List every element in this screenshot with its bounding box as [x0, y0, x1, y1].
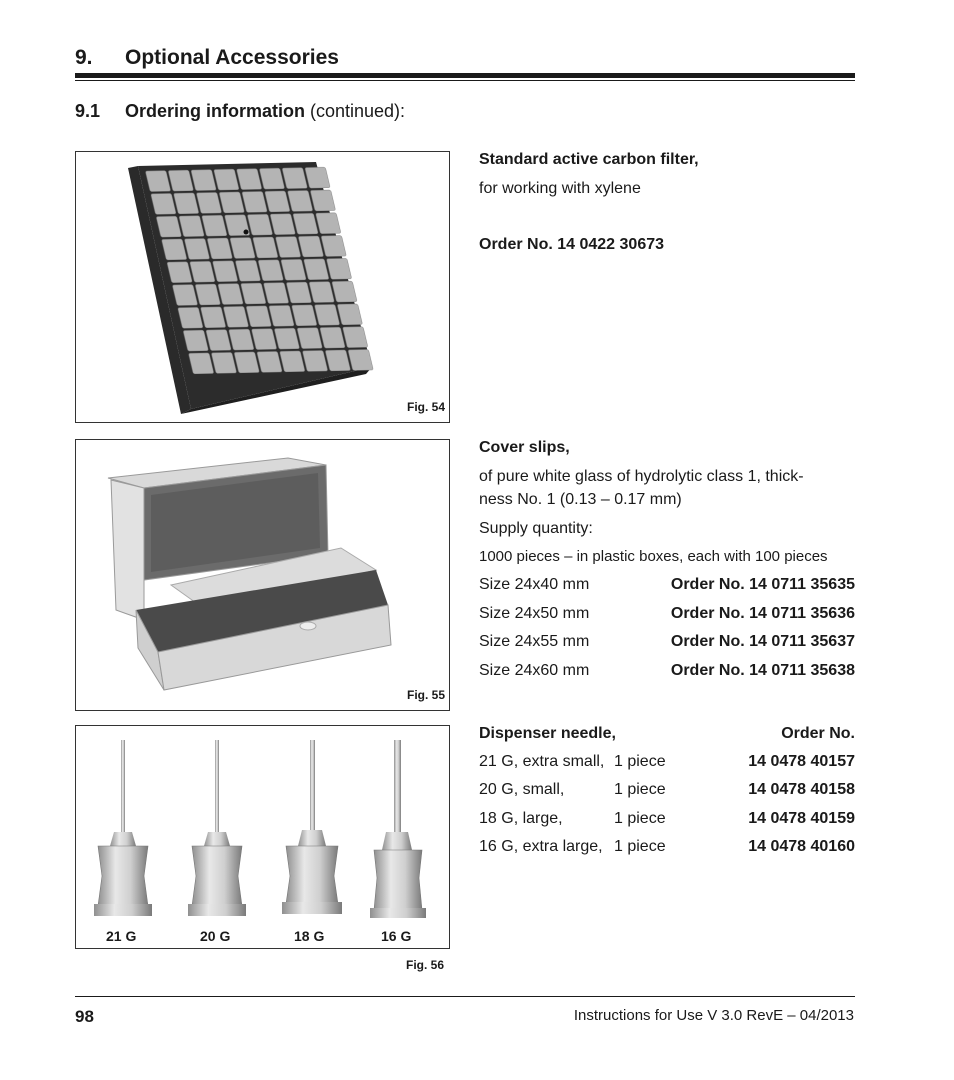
figure-cover-slips	[75, 439, 450, 711]
chapter-number: 9.	[75, 46, 93, 69]
needle-16g	[370, 740, 426, 918]
supply-detail: 1000 pieces – in plastic boxes, each with 100 pieces	[479, 548, 828, 565]
needle-18g	[282, 740, 342, 914]
dispenser-item-row	[479, 781, 855, 799]
fig-54-label: Fig. 54	[406, 400, 445, 414]
dispenser-needles-image	[76, 726, 449, 948]
cover-slip-order: Order No. 14 0711 35637	[670, 633, 855, 650]
carbon-filter-description: for working with xylene	[479, 180, 641, 197]
dispenser-gauge: 16 G, extra large,	[479, 838, 603, 855]
cover-slip-size-row	[479, 605, 855, 623]
chapter-heading	[75, 46, 339, 70]
carbon-filter-title: Standard active carbon filter,	[479, 151, 699, 168]
section-number: 9.1	[75, 101, 101, 121]
dispenser-gauge: 20 G, small,	[479, 781, 565, 798]
dispenser-order: 14 0478 40158	[748, 781, 855, 798]
dispenser-qty: 1 piece	[614, 781, 666, 798]
dispenser-qty: 1 piece	[614, 838, 666, 855]
needle-label-21g: 21 G	[106, 928, 137, 944]
dispenser-order: 14 0478 40160	[748, 838, 855, 855]
needle-21g	[94, 740, 152, 916]
cover-slip-order: Order No. 14 0711 35635	[670, 576, 855, 593]
dispenser-qty: 1 piece	[614, 810, 666, 827]
cover-slips-title: Cover slips,	[479, 439, 570, 456]
dispenser-qty: 1 piece	[614, 753, 666, 770]
cover-slip-size: Size 24x40 mm	[479, 576, 590, 593]
footer-text: Instructions for Use V 3.0 RevE – 04/2013	[573, 1007, 854, 1024]
dispenser-gauge: 18 G, large,	[479, 810, 563, 827]
header-rule-thin	[75, 80, 855, 81]
needle-label-16g: 16 G	[381, 928, 412, 944]
cover-slip-size-row	[479, 662, 855, 680]
page-number: 98	[75, 1007, 94, 1026]
figure-carbon-filter	[75, 151, 450, 423]
cover-slip-size-row	[479, 576, 855, 594]
dispenser-item-row	[479, 810, 855, 828]
cover-slips-description-2: ness No. 1 (0.13 – 0.17 mm)	[479, 491, 682, 508]
cover-slip-size: Size 24x50 mm	[479, 605, 590, 622]
cover-slip-order: Order No. 14 0711 35636	[670, 605, 855, 622]
needle-20g	[188, 740, 246, 916]
cover-slip-size: Size 24x60 mm	[479, 662, 590, 679]
chapter-title: Optional Accessories	[125, 46, 339, 69]
carbon-filter-order: Order No. 14 0422 30673	[479, 236, 665, 253]
dispenser-gauge: 21 G, extra small,	[479, 753, 605, 770]
cover-slip-size-row	[479, 633, 855, 651]
cover-slip-order: Order No. 14 0711 35638	[670, 662, 855, 679]
supply-label: Supply quantity:	[479, 520, 593, 537]
section-heading	[75, 101, 405, 122]
dispenser-item-row	[479, 838, 855, 856]
footer-rule	[75, 996, 855, 997]
fig-55-label: Fig. 55	[406, 688, 445, 702]
section-suffix: (continued):	[305, 101, 406, 121]
figure-dispenser-needles	[75, 725, 450, 949]
dispenser-title: Dispenser needle,	[479, 725, 616, 742]
dispenser-item-row	[479, 753, 855, 771]
needle-label-18g: 18 G	[294, 928, 325, 944]
dispenser-order-header: Order No.	[781, 725, 855, 742]
dispenser-header-row	[479, 725, 855, 743]
carbon-filter-image	[76, 152, 449, 422]
cover-slips-description-1: of pure white glass of hydrolytic class 1, thick-	[479, 468, 804, 485]
header-rule	[75, 73, 855, 78]
cover-slip-size: Size 24x55 mm	[479, 633, 590, 650]
fig-56-label: Fig. 56	[406, 958, 445, 972]
section-title: Ordering information	[125, 101, 305, 121]
dispenser-order: 14 0478 40157	[748, 753, 855, 770]
needle-label-20g: 20 G	[200, 928, 231, 944]
dispenser-order: 14 0478 40159	[748, 810, 855, 827]
cover-slips-image	[76, 440, 449, 710]
